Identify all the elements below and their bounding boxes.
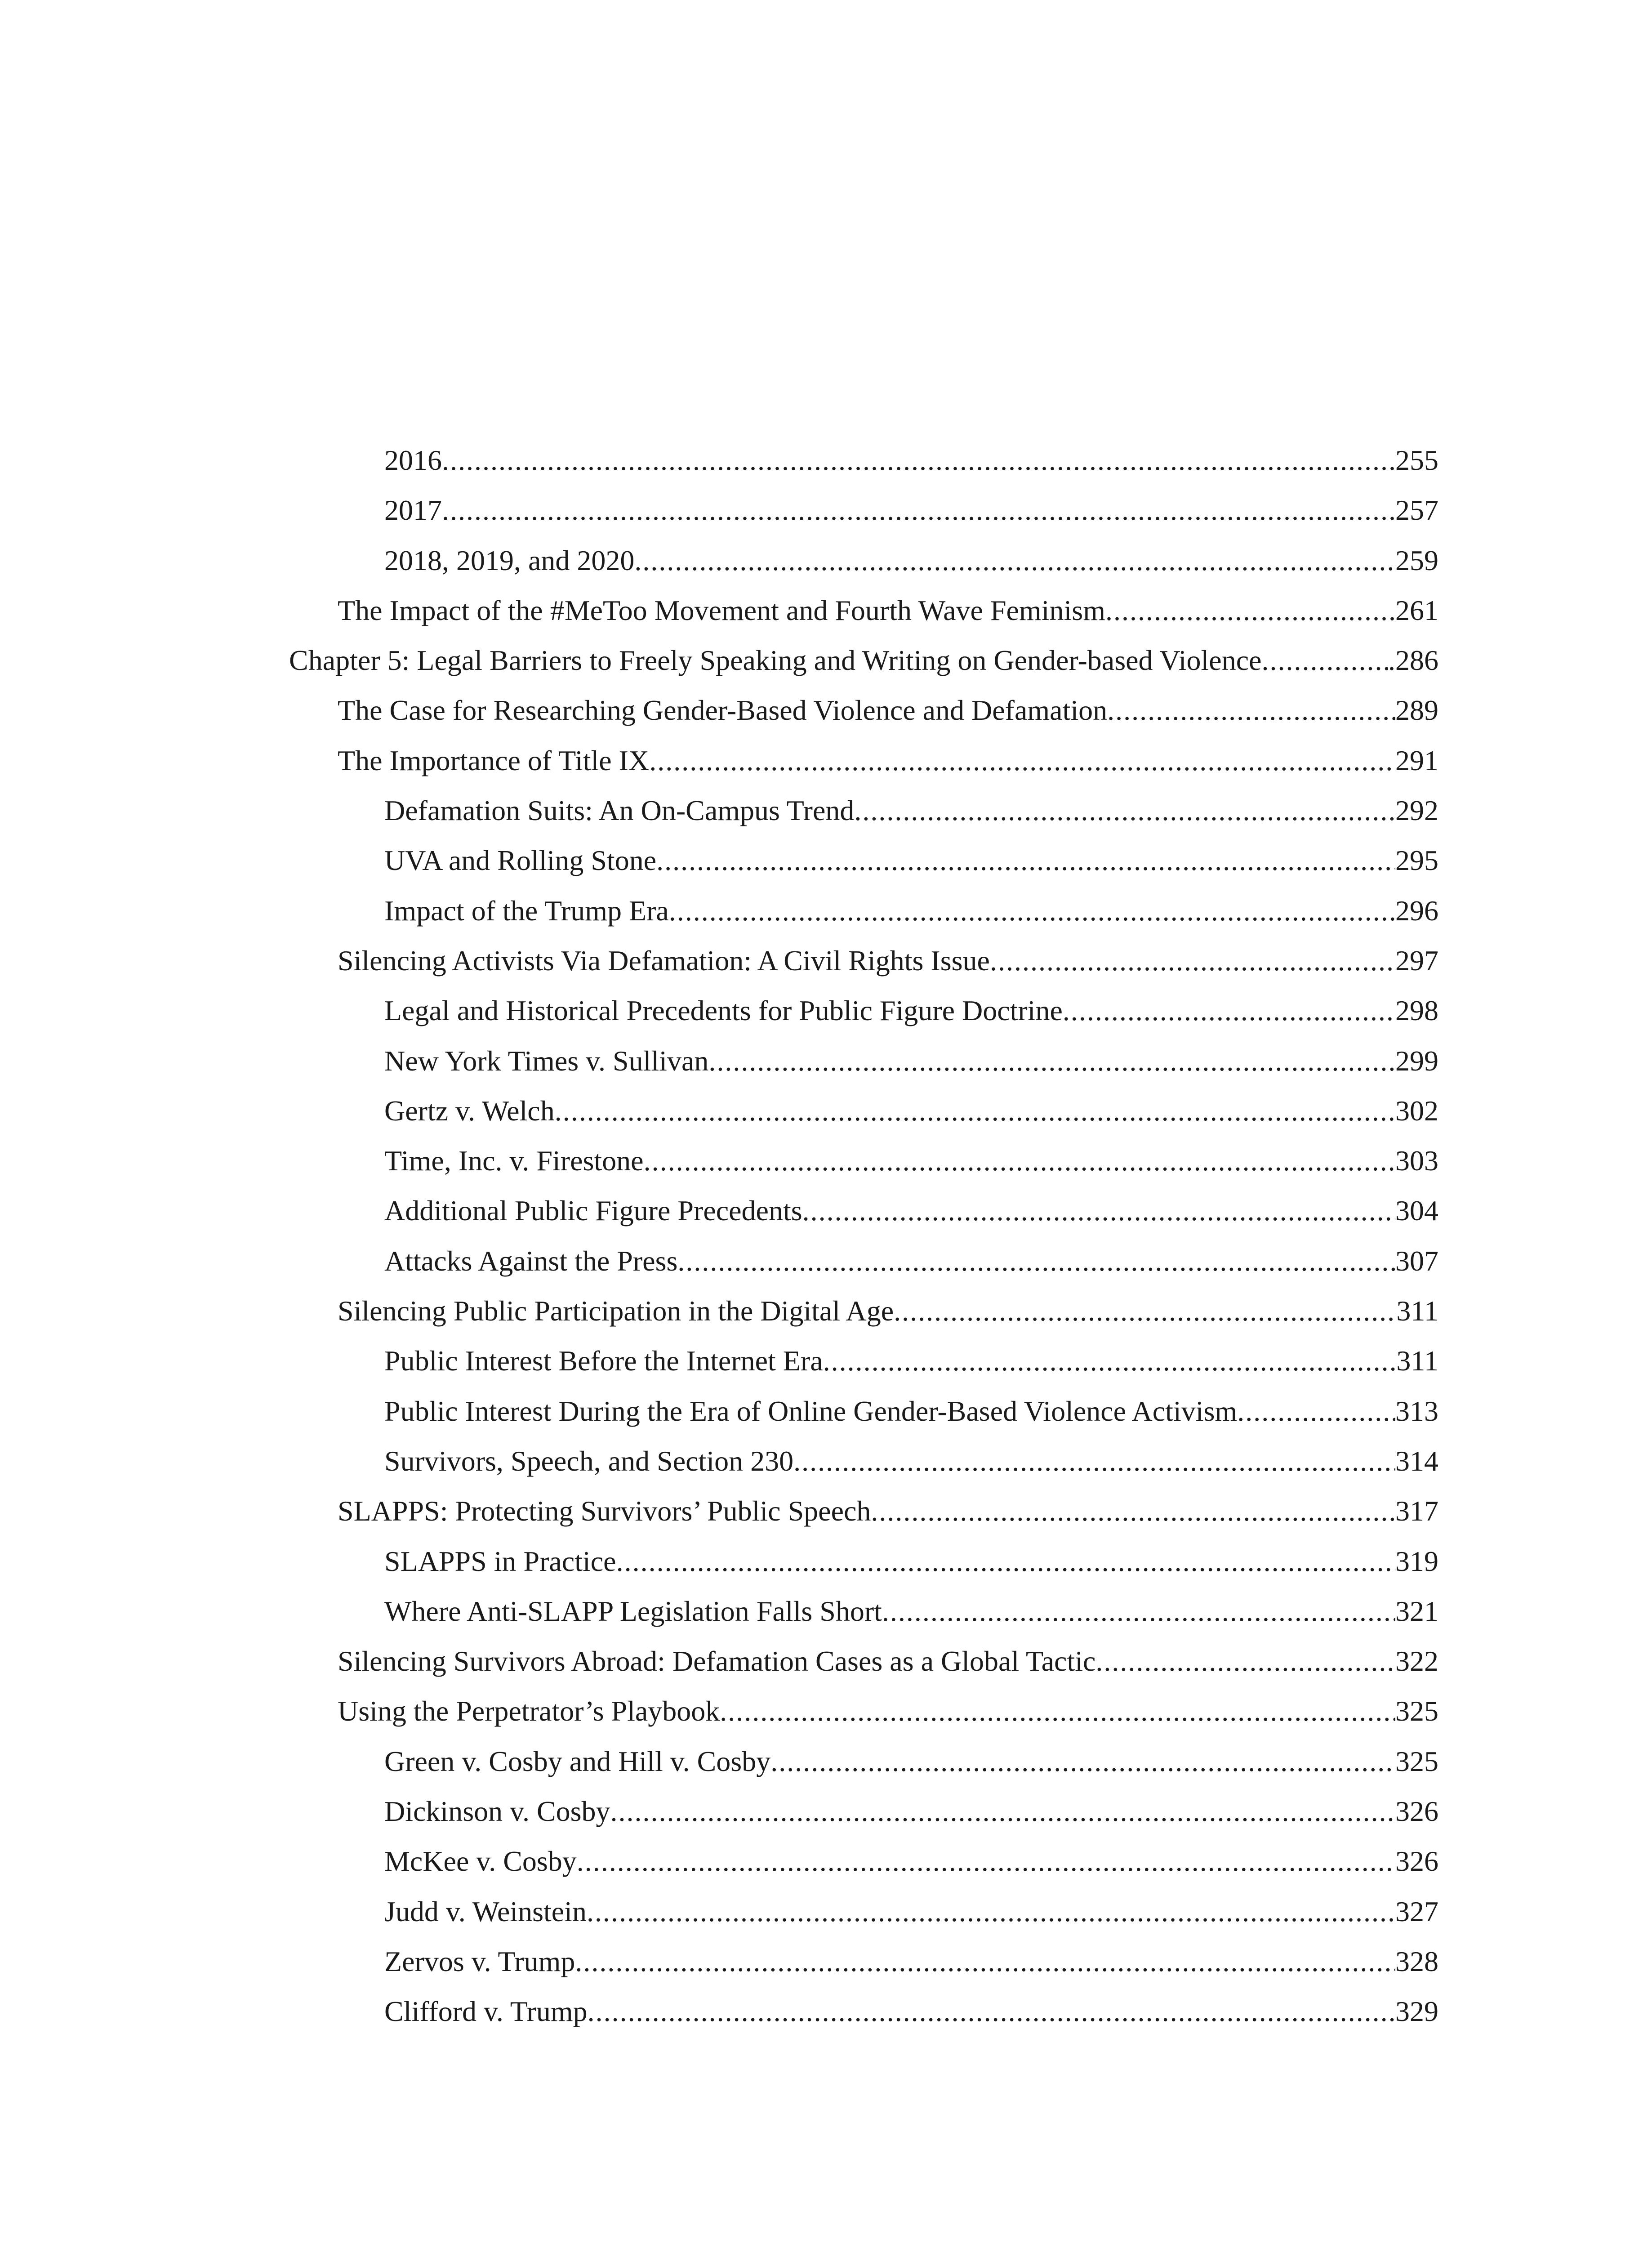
toc-entry[interactable] bbox=[384, 1786, 1438, 1836]
dot-leader bbox=[1095, 1636, 1395, 1686]
dot-leader bbox=[720, 1686, 1395, 1736]
toc-entry-title: Silencing Activists Via Defamation: A Civil Rights Issue bbox=[338, 944, 990, 977]
dot-leader bbox=[577, 1836, 1395, 1886]
toc-entry-title: SLAPPS in Practice bbox=[384, 1545, 616, 1577]
toc-entry[interactable] bbox=[384, 435, 1438, 485]
toc-entry-title: New York Times v. Sullivan bbox=[384, 1044, 709, 1077]
toc-entry-title: Chapter 5: Legal Barriers to Freely Speaking and Writing on Gender-based Violence bbox=[289, 644, 1262, 677]
toc-entry-title: Green v. Cosby and Hill v. Cosby bbox=[384, 1745, 771, 1777]
toc-entry-title: McKee v. Cosby bbox=[384, 1845, 577, 1878]
dot-leader bbox=[587, 1887, 1395, 1936]
toc-entry-title: 2016 bbox=[384, 444, 442, 476]
toc-entry-page-number: 325 bbox=[1395, 1745, 1438, 1777]
toc-entry-title: SLAPPS: Protecting Survivors’ Public Speech bbox=[338, 1495, 871, 1527]
toc-entry[interactable] bbox=[338, 1636, 1438, 1686]
toc-entry-page-number: 311 bbox=[1396, 1295, 1438, 1327]
toc-entry[interactable] bbox=[289, 635, 1438, 685]
dot-leader bbox=[442, 485, 1395, 535]
toc-entry[interactable] bbox=[338, 585, 1438, 635]
toc-entry[interactable] bbox=[384, 1336, 1438, 1386]
toc-entry-page-number: 297 bbox=[1395, 944, 1438, 977]
toc-entry[interactable] bbox=[384, 1036, 1438, 1086]
toc-entry[interactable] bbox=[384, 785, 1438, 835]
toc-entry[interactable] bbox=[384, 986, 1438, 1035]
toc-entry-page-number: 311 bbox=[1396, 1345, 1438, 1377]
toc-entry[interactable] bbox=[338, 685, 1438, 735]
toc-entry-page-number: 259 bbox=[1395, 544, 1438, 576]
toc-entry-title: Legal and Historical Precedents for Public Figure Doctrine bbox=[384, 995, 1063, 1027]
toc-entry-page-number: 304 bbox=[1395, 1195, 1438, 1227]
toc-entry-title: Clifford v. Trump bbox=[384, 1995, 588, 2028]
toc-entry-title: Impact of the Trump Era bbox=[384, 894, 669, 927]
dot-leader bbox=[882, 1586, 1395, 1636]
toc-entry-title: Silencing Public Participation in the Digital Age bbox=[338, 1295, 894, 1327]
toc-entry-page-number: 307 bbox=[1395, 1244, 1438, 1277]
toc-entry-title: The Impact of the #MeToo Movement and Fourth Wave Feminism bbox=[338, 594, 1105, 626]
dot-leader bbox=[669, 886, 1395, 936]
toc-entry-page-number: 319 bbox=[1395, 1545, 1438, 1577]
toc-entry[interactable] bbox=[384, 1736, 1438, 1786]
toc-entry-title: Gertz v. Welch bbox=[384, 1094, 555, 1127]
dot-leader bbox=[1107, 685, 1395, 735]
toc-entry-title: Judd v. Weinstein bbox=[384, 1895, 587, 1927]
toc-entry-page-number: 327 bbox=[1395, 1895, 1438, 1927]
dot-leader bbox=[1262, 635, 1389, 685]
toc-entry-title: Dickinson v. Cosby bbox=[384, 1795, 610, 1828]
toc-entry-title: Defamation Suits: An On-Campus Trend bbox=[384, 794, 855, 827]
dot-leader bbox=[555, 1086, 1395, 1136]
toc-entry-page-number: 299 bbox=[1395, 1044, 1438, 1077]
toc-entry-title: Public Interest Before the Internet Era bbox=[384, 1345, 823, 1377]
toc-entry[interactable] bbox=[384, 1887, 1438, 1936]
toc-entry[interactable] bbox=[338, 736, 1438, 785]
toc-entry[interactable] bbox=[384, 1586, 1438, 1636]
dot-leader bbox=[823, 1336, 1397, 1386]
dot-leader bbox=[656, 835, 1395, 885]
toc-entry[interactable] bbox=[338, 1686, 1438, 1736]
toc-entry-page-number: 296 bbox=[1395, 894, 1438, 927]
toc-entry-title: Silencing Survivors Abroad: Defamation Cases as a Global Tactic bbox=[338, 1645, 1096, 1677]
toc-entry-title: The Case for Researching Gender-Based Violence and Defamation bbox=[338, 694, 1108, 727]
toc-entry-title: Zervos v. Trump bbox=[384, 1945, 575, 1977]
dot-leader bbox=[854, 785, 1395, 835]
toc-entry[interactable] bbox=[384, 1236, 1438, 1286]
toc-entry-title: The Importance of Title IX bbox=[338, 744, 650, 776]
toc-entry-page-number: 326 bbox=[1395, 1845, 1438, 1878]
toc-entry-page-number: 298 bbox=[1395, 995, 1438, 1027]
toc-entry-title: 2018, 2019, and 2020 bbox=[384, 544, 635, 576]
toc-entry[interactable] bbox=[338, 936, 1438, 986]
dot-leader bbox=[634, 535, 1395, 585]
toc-entry-page-number: 303 bbox=[1395, 1145, 1438, 1177]
dot-leader bbox=[644, 1136, 1395, 1186]
toc-entry[interactable] bbox=[384, 1386, 1438, 1436]
toc-entry[interactable] bbox=[384, 1186, 1438, 1236]
dot-leader bbox=[588, 1986, 1395, 2036]
toc-entry-title: Additional Public Figure Precedents bbox=[384, 1195, 802, 1227]
toc-entry-page-number: 313 bbox=[1395, 1395, 1438, 1427]
dot-leader bbox=[894, 1286, 1396, 1336]
toc-entry[interactable] bbox=[338, 1486, 1438, 1536]
table-of-contents bbox=[0, 435, 1652, 2037]
toc-entry[interactable] bbox=[384, 485, 1438, 535]
toc-entry-page-number: 257 bbox=[1395, 494, 1438, 526]
toc-entry-title: Survivors, Speech, and Section 230 bbox=[384, 1445, 794, 1477]
toc-entry-title: Time, Inc. v. Firestone bbox=[384, 1145, 644, 1177]
toc-entry-page-number: 289 bbox=[1395, 694, 1438, 727]
toc-entry[interactable] bbox=[384, 1136, 1438, 1186]
dot-leader bbox=[770, 1736, 1395, 1786]
dot-leader bbox=[575, 1936, 1395, 1986]
toc-entry-page-number: 326 bbox=[1395, 1795, 1438, 1828]
toc-entry-page-number: 292 bbox=[1395, 794, 1438, 827]
toc-entry-title: Where Anti-SLAPP Legislation Falls Short bbox=[384, 1595, 882, 1627]
toc-entry-page-number: 314 bbox=[1395, 1445, 1438, 1477]
dot-leader bbox=[610, 1786, 1395, 1836]
dot-leader bbox=[793, 1436, 1395, 1486]
toc-entry-page-number: 322 bbox=[1395, 1645, 1438, 1677]
toc-entry[interactable] bbox=[384, 1986, 1438, 2036]
toc-entry-page-number: 328 bbox=[1395, 1945, 1438, 1977]
toc-entry[interactable] bbox=[384, 1086, 1438, 1136]
toc-entry[interactable] bbox=[384, 886, 1438, 936]
toc-entry-page-number: .286 bbox=[1388, 644, 1438, 677]
toc-entry-page-number: 329 bbox=[1395, 1995, 1438, 2028]
toc-entry[interactable] bbox=[384, 1436, 1438, 1486]
toc-entry[interactable] bbox=[384, 1836, 1438, 1886]
toc-entry[interactable] bbox=[384, 535, 1438, 585]
dot-leader bbox=[1237, 1386, 1395, 1436]
dot-leader bbox=[990, 936, 1395, 986]
toc-entry[interactable] bbox=[384, 835, 1438, 885]
toc-entry-page-number: 291 bbox=[1395, 744, 1438, 776]
dot-leader bbox=[871, 1486, 1395, 1536]
toc-entry-title: Public Interest During the Era of Online Gender-Based Violence Activism bbox=[384, 1395, 1238, 1427]
toc-entry-page-number: 317 bbox=[1395, 1495, 1438, 1527]
toc-entry-title: 2017 bbox=[384, 494, 442, 526]
dot-leader bbox=[649, 736, 1395, 785]
dot-leader bbox=[442, 435, 1395, 485]
toc-entry[interactable] bbox=[338, 1286, 1438, 1336]
dot-leader bbox=[677, 1236, 1395, 1286]
toc-entry-page-number: 261 bbox=[1395, 594, 1438, 626]
dot-leader bbox=[1105, 585, 1395, 635]
toc-entry[interactable] bbox=[384, 1536, 1438, 1586]
toc-entry-title: Using the Perpetrator’s Playbook bbox=[338, 1695, 720, 1727]
dot-leader bbox=[802, 1186, 1395, 1236]
toc-entry[interactable] bbox=[384, 1936, 1438, 1986]
toc-entry-title: Attacks Against the Press bbox=[384, 1244, 678, 1277]
dot-leader bbox=[708, 1036, 1395, 1086]
toc-entry-page-number: 255 bbox=[1395, 444, 1438, 476]
toc-entry-page-number: 321 bbox=[1395, 1595, 1438, 1627]
toc-entry-page-number: 295 bbox=[1395, 844, 1438, 877]
toc-entry-page-number: 325 bbox=[1395, 1695, 1438, 1727]
dot-leader bbox=[616, 1536, 1395, 1586]
toc-entry-page-number: 302 bbox=[1395, 1094, 1438, 1127]
dot-leader bbox=[1063, 986, 1395, 1035]
toc-entry-title: UVA and Rolling Stone bbox=[384, 844, 657, 877]
